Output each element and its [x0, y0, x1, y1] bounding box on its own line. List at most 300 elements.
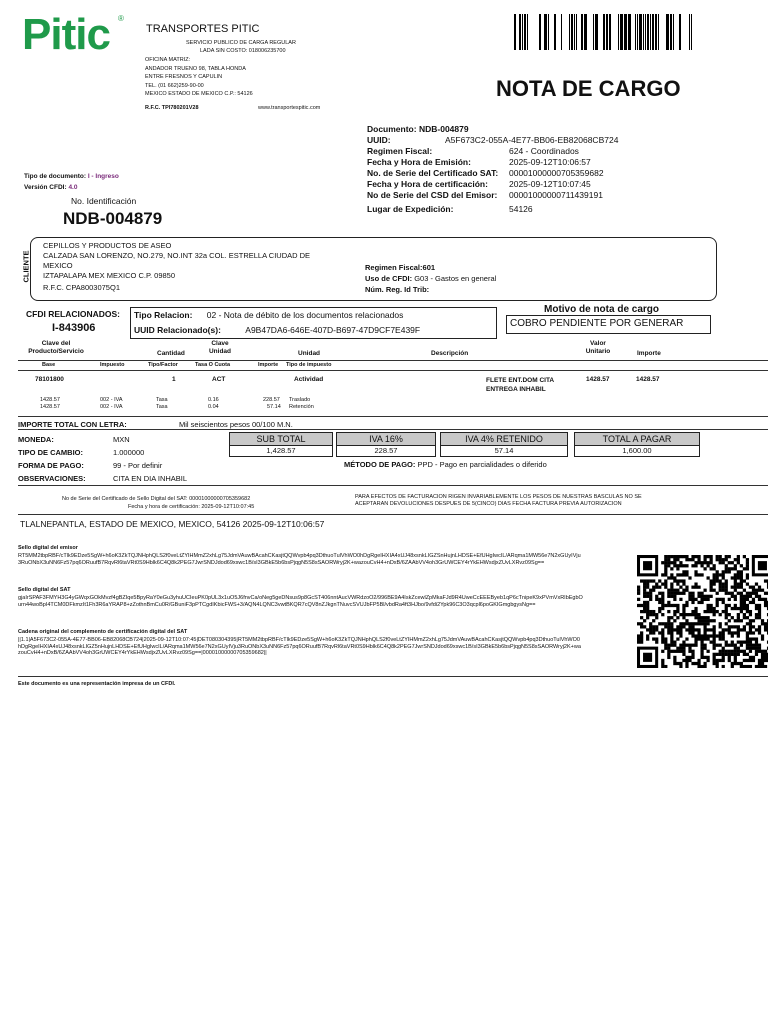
- tax-impuesto: 002 - IVA: [100, 404, 123, 410]
- fecha-cert-label: Fecha y Hora de certificación:: [367, 179, 488, 189]
- qr-module: [664, 586, 667, 589]
- qr-module: [722, 634, 725, 637]
- qr-module: [749, 647, 752, 650]
- qr-module: [670, 561, 673, 564]
- num-reg: Núm. Reg. Id Trib:: [365, 285, 430, 294]
- subtotal-label: SUB TOTAL: [256, 434, 306, 444]
- qr-module: [740, 628, 743, 631]
- qr-module: [691, 634, 694, 637]
- serie-csd-label: No de Serie del CSD del Emisor:: [367, 190, 498, 200]
- barcode-bar: [650, 14, 651, 50]
- qr-module: [697, 592, 700, 595]
- header-cantidad: Cantidad: [157, 350, 185, 357]
- qr-module: [713, 634, 716, 637]
- qr-module: [700, 665, 703, 668]
- qr-module: [752, 592, 755, 595]
- qr-module: [764, 656, 767, 659]
- address-line: OFICINA MATRIZ:: [145, 57, 191, 63]
- qr-module: [661, 607, 664, 610]
- qr-module: [755, 589, 758, 592]
- qr-module: [688, 631, 691, 634]
- qr-module: [676, 610, 679, 613]
- qr-module: [737, 628, 740, 631]
- fecha-emision-value: 2025-09-12T10:06:57: [509, 157, 591, 167]
- tax-tipo-impuesto: Traslado: [289, 397, 311, 403]
- qr-module: [700, 598, 703, 601]
- qr-module: [746, 595, 749, 598]
- qr-module: [688, 650, 691, 653]
- qr-module: [673, 561, 676, 564]
- cadena-value: ||1.1|A5F673C2-055A-4E77-BB06-EB82068CB724|2025-09-12T10:07:45|DET080304395|RT5MM2tbpRBF/cTlk9EDze5SgW+h6oK3ZkTQJNHphQLS2f0veLtZYIHMmZ2xhLg75JdmVAuwBAcahCKasjtQQWvpb4pq3DthuoTulVhWO0hDgRgeIHXIA4xUJ48xsnkLIGZ5nHujnLHDSE+EfUHgIwcIL/ARqma1MW56e7N2xGUyIVju3RuONbX3uNN6Fz57pq6ORuufB7RqvRl6taVRt0S9Hblk6C4Q8k2PEG7JwrSNDJdod69xswc1B/sI3GBkE5b6bsPjqgN5S8sSAORWryj2K+wazouCvH4+nDxB/6ZAAbVV4oh3GrUWCEY4rYkEHWsdjxZUvLXRvz09Sg==|00001000000705359682||: [18, 637, 581, 656]
- qr-module: [664, 582, 667, 585]
- barcode-bar: [603, 14, 605, 50]
- qr-module: [746, 634, 749, 637]
- barcode-bar: [679, 14, 681, 50]
- qr-module: [679, 628, 682, 631]
- uso-value: G03 - Gastos en general: [414, 274, 497, 283]
- ret-label-box: [440, 432, 568, 446]
- qr-module: [703, 561, 706, 564]
- qr-module: [703, 662, 706, 665]
- qr-module: [682, 610, 685, 613]
- qr-module: [664, 637, 667, 640]
- qr-module: [731, 625, 734, 628]
- qr-module: [743, 613, 746, 616]
- qr-module: [670, 625, 673, 628]
- qr-module: [646, 592, 649, 595]
- qr-module: [749, 637, 752, 640]
- qr-module: [725, 650, 728, 653]
- qr-module: [679, 647, 682, 650]
- qr-module: [755, 613, 758, 616]
- qr-module: [713, 582, 716, 585]
- qr-module: [758, 644, 761, 647]
- qr-module: [685, 573, 688, 576]
- qr-module: [719, 659, 722, 662]
- qr-module: [700, 595, 703, 598]
- qr-module: [758, 616, 761, 619]
- qr-module: [725, 555, 728, 558]
- qr-module: [719, 625, 722, 628]
- qr-module: [664, 558, 667, 561]
- qr-module: [679, 665, 682, 668]
- qr-module: [764, 598, 767, 601]
- qr-module: [722, 601, 725, 604]
- qr-module: [673, 650, 676, 653]
- qr-module: [664, 622, 667, 625]
- qr-module: [755, 616, 758, 619]
- qr-module: [734, 582, 737, 585]
- client-rfc: R.F.C. CPA8003075Q1: [43, 283, 120, 292]
- qr-module: [670, 637, 673, 640]
- qr-module: [740, 586, 743, 589]
- qr-module: [749, 641, 752, 644]
- item-cantidad: 1: [172, 376, 176, 383]
- documento-value: NDB-004879: [418, 124, 469, 134]
- qr-module: [755, 647, 758, 650]
- barcode-bar: [581, 14, 583, 50]
- qr-module: [713, 607, 716, 610]
- barcode-bar: [673, 14, 674, 50]
- barcode-bar: [643, 14, 644, 50]
- total-value: 1,600.00: [622, 446, 652, 455]
- qr-module: [667, 650, 670, 653]
- qr-module: [667, 592, 670, 595]
- qr-module: [737, 607, 740, 610]
- qr-module: [697, 619, 700, 622]
- qr-module: [643, 607, 646, 610]
- qr-module: [673, 644, 676, 647]
- qr-module: [676, 628, 679, 631]
- qr-module: [713, 576, 716, 579]
- qr-module: [694, 561, 697, 564]
- observaciones-value: CITA EN DIA INHABIL: [113, 474, 188, 483]
- motivo-label: Motivo de nota de cargo: [544, 304, 660, 315]
- qr-module: [646, 601, 649, 604]
- qr-module: [737, 625, 740, 628]
- qr-module: [728, 659, 731, 662]
- qr-module: [716, 653, 719, 656]
- qr-module: [761, 656, 764, 659]
- qr-module: [722, 637, 725, 640]
- iva-value: 228.57: [374, 446, 398, 455]
- barcode-bar: [574, 14, 575, 50]
- qr-module: [697, 631, 700, 634]
- qr-module: [725, 616, 728, 619]
- qr-module: [755, 604, 758, 607]
- qr-module: [758, 625, 761, 628]
- qr-module: [761, 634, 764, 637]
- qr-module: [734, 631, 737, 634]
- barcode-bar: [637, 14, 638, 50]
- qr-module: [691, 644, 694, 647]
- qr-module: [679, 586, 682, 589]
- qr-module: [707, 628, 710, 631]
- qr-module: [719, 637, 722, 640]
- qr-module: [664, 625, 667, 628]
- subtotal-value: 1,428.57: [266, 446, 296, 455]
- address-line: ENTRE FRESNOS Y CAPULIN: [145, 74, 223, 80]
- qr-module: [694, 616, 697, 619]
- qr-module: [691, 656, 694, 659]
- qr-module: [710, 619, 713, 622]
- qr-module: [737, 613, 740, 616]
- qr-module: [737, 650, 740, 653]
- qr-module: [749, 650, 752, 653]
- qr-module: [664, 604, 667, 607]
- qr-module: [670, 592, 673, 595]
- document-title: NOTA DE CARGO: [496, 76, 681, 101]
- qr-module: [688, 595, 691, 598]
- qr-module: [764, 601, 767, 604]
- qr-module: [743, 579, 746, 582]
- qr-module: [737, 573, 740, 576]
- qr-module: [743, 601, 746, 604]
- qr-module: [691, 631, 694, 634]
- qr-module: [649, 610, 652, 613]
- qr-module: [655, 628, 658, 631]
- qr-module: [716, 579, 719, 582]
- qr-module: [676, 589, 679, 592]
- qr-module: [655, 641, 658, 644]
- qr-module: [731, 567, 734, 570]
- company-rfc: R.F.C. TPI780201V28: [145, 105, 199, 111]
- qr-module: [664, 665, 667, 668]
- qr-module: [700, 561, 703, 564]
- qr-module: [703, 558, 706, 561]
- qr-module: [670, 641, 673, 644]
- sello-sat-label: Sello digital del SAT: [18, 587, 71, 593]
- qr-module: [703, 625, 706, 628]
- qr-module: [703, 595, 706, 598]
- qr-module: [646, 586, 649, 589]
- qr-module: [734, 625, 737, 628]
- barcode-bar: [606, 14, 608, 50]
- qr-module: [713, 644, 716, 647]
- qr-module: [697, 586, 700, 589]
- qr-module: [685, 662, 688, 665]
- qr-module: [743, 665, 746, 668]
- qr-module: [758, 665, 761, 668]
- qr-module: [679, 631, 682, 634]
- items-bottom-divider: [18, 416, 768, 417]
- qr-module: [728, 653, 731, 656]
- qr-module: [700, 573, 703, 576]
- qr-module: [700, 622, 703, 625]
- qr-module: [710, 595, 713, 598]
- qr-module: [667, 625, 670, 628]
- qr-module: [710, 604, 713, 607]
- qr-module: [752, 601, 755, 604]
- qr-module: [649, 592, 652, 595]
- qr-module: [679, 625, 682, 628]
- qr-module: [649, 589, 652, 592]
- qr-module: [716, 634, 719, 637]
- qr-module: [679, 644, 682, 647]
- qr-module: [667, 656, 670, 659]
- client-info: [43, 241, 310, 292]
- qr-module: [679, 634, 682, 637]
- qr-module: [719, 644, 722, 647]
- qr-module: [673, 613, 676, 616]
- qr-module: [703, 656, 706, 659]
- address-line: MEXICO ESTADO DE MEXICO C.P.: 54126: [145, 91, 253, 97]
- qr-module: [679, 564, 682, 567]
- qr-module: [646, 582, 649, 585]
- document-info: [367, 124, 767, 215]
- metodo-value: PPD - Pago en parcialidades o diferido: [417, 460, 547, 469]
- qr-module: [749, 622, 752, 625]
- qr-module: [667, 555, 670, 558]
- qr-module: [758, 631, 761, 634]
- qr-module: [661, 628, 664, 631]
- qr-module: [758, 613, 761, 616]
- qr-module: [752, 637, 755, 640]
- qr-module: [734, 659, 737, 662]
- qr-module: [655, 613, 658, 616]
- qr-module: [700, 634, 703, 637]
- qr-module: [673, 604, 676, 607]
- ret-value: 57.14: [494, 446, 514, 455]
- qr-module: [749, 628, 752, 631]
- qr-module: [752, 647, 755, 650]
- qr-module: [749, 592, 752, 595]
- item-clave-unidad: ACT: [212, 376, 226, 383]
- qr-module: [725, 582, 728, 585]
- qr-finder: [643, 653, 652, 662]
- qr-module: [661, 665, 664, 668]
- qr-module: [710, 610, 713, 613]
- qr-module: [740, 579, 743, 582]
- qr-module: [743, 625, 746, 628]
- qr-module: [710, 589, 713, 592]
- qr-module: [740, 650, 743, 653]
- lugar-label: Lugar de Expedición:: [367, 204, 454, 214]
- qr-module: [661, 631, 664, 634]
- qr-module: [637, 586, 640, 589]
- footer-divider: [18, 676, 768, 677]
- qr-module: [713, 619, 716, 622]
- qr-module: [743, 595, 746, 598]
- qr-module: [746, 659, 749, 662]
- letra-divider: [18, 429, 768, 430]
- total-label: TOTAL A PAGAR: [602, 434, 672, 444]
- qr-module: [691, 613, 694, 616]
- qr-module: [722, 573, 725, 576]
- qr-module: [685, 564, 688, 567]
- qr-module: [646, 607, 649, 610]
- qr-module: [722, 659, 725, 662]
- qr-module: [755, 628, 758, 631]
- qr-module: [743, 598, 746, 601]
- qr-module: [722, 598, 725, 601]
- qr-module: [694, 610, 697, 613]
- qr-module: [688, 656, 691, 659]
- total-label-box: [574, 432, 700, 446]
- qr-module: [643, 625, 646, 628]
- iva-label: IVA 16%: [369, 434, 403, 444]
- qr-module: [716, 604, 719, 607]
- item-importe: 1428.57: [636, 376, 660, 383]
- qr-module: [719, 598, 722, 601]
- qr-module: [722, 586, 725, 589]
- subtotal-value-box: [229, 445, 333, 457]
- qr-module: [737, 586, 740, 589]
- qr-module: [755, 641, 758, 644]
- qr-module: [658, 592, 661, 595]
- qr-module: [740, 610, 743, 613]
- version-value: 4.0: [68, 184, 78, 191]
- qr-module: [734, 607, 737, 610]
- qr-module: [725, 641, 728, 644]
- subtotal-label-box: [229, 432, 333, 446]
- regimen-value: 624 - Coordinados: [509, 146, 579, 156]
- qr-module: [658, 586, 661, 589]
- qr-module: [679, 662, 682, 665]
- qr-module: [670, 582, 673, 585]
- qr-module: [679, 579, 682, 582]
- qr-module: [682, 592, 685, 595]
- qr-module: [761, 662, 764, 665]
- qr-module: [725, 607, 728, 610]
- qr-module: [676, 625, 679, 628]
- qr-module: [661, 662, 664, 665]
- qr-module: [755, 637, 758, 640]
- qr-module: [667, 619, 670, 622]
- qr-module: [758, 589, 761, 592]
- qr-module: [716, 644, 719, 647]
- qr-module: [722, 589, 725, 592]
- qr-module: [652, 589, 655, 592]
- qr-module: [682, 644, 685, 647]
- qr-module: [655, 586, 658, 589]
- qr-module: [734, 558, 737, 561]
- qr-module: [667, 628, 670, 631]
- qr-module: [694, 573, 697, 576]
- qr-module: [682, 647, 685, 650]
- qr-module: [667, 631, 670, 634]
- qr-module: [707, 622, 710, 625]
- cfdi-relacionados-label: CFDI RELACIONADOS:: [26, 309, 120, 319]
- letra-value: Mil seiscientos pesos 00/100 M.N.: [179, 420, 293, 429]
- qr-module: [679, 592, 682, 595]
- qr-module: [755, 644, 758, 647]
- qr-module: [713, 625, 716, 628]
- qr-module: [637, 604, 640, 607]
- qr-module: [749, 659, 752, 662]
- qr-module: [640, 637, 643, 640]
- qr-module: [707, 634, 710, 637]
- qr-module: [740, 570, 743, 573]
- qr-module: [731, 586, 734, 589]
- barcode-bar: [620, 14, 623, 50]
- qr-module: [719, 634, 722, 637]
- qr-module: [685, 570, 688, 573]
- qr-module: [728, 613, 731, 616]
- qr-module: [728, 604, 731, 607]
- qr-module: [725, 613, 728, 616]
- qr-module: [740, 604, 743, 607]
- version-label: Versión CFDI:: [24, 184, 67, 191]
- qr-module: [728, 628, 731, 631]
- qr-module: [688, 576, 691, 579]
- qr-module: [746, 561, 749, 564]
- tax-base: 1428.57: [40, 404, 60, 410]
- qr-module: [761, 653, 764, 656]
- qr-module: [682, 589, 685, 592]
- qr-module: [734, 662, 737, 665]
- qr-module: [713, 637, 716, 640]
- qr-module: [703, 610, 706, 613]
- qr-module: [728, 656, 731, 659]
- sello-emisor-label: Sello digital del emisor: [18, 545, 78, 551]
- qr-module: [670, 616, 673, 619]
- qr-module: [707, 659, 710, 662]
- qr-module: [667, 589, 670, 592]
- qr-module: [752, 598, 755, 601]
- qr-module: [743, 616, 746, 619]
- qr-module: [673, 595, 676, 598]
- qr-module: [755, 592, 758, 595]
- qr-module: [685, 622, 688, 625]
- qr-module: [734, 598, 737, 601]
- qr-module: [761, 665, 764, 668]
- barcode-bar: [584, 14, 587, 50]
- qr-module: [670, 604, 673, 607]
- qr-module: [676, 616, 679, 619]
- barcode-bar: [618, 14, 619, 50]
- qr-module: [673, 598, 676, 601]
